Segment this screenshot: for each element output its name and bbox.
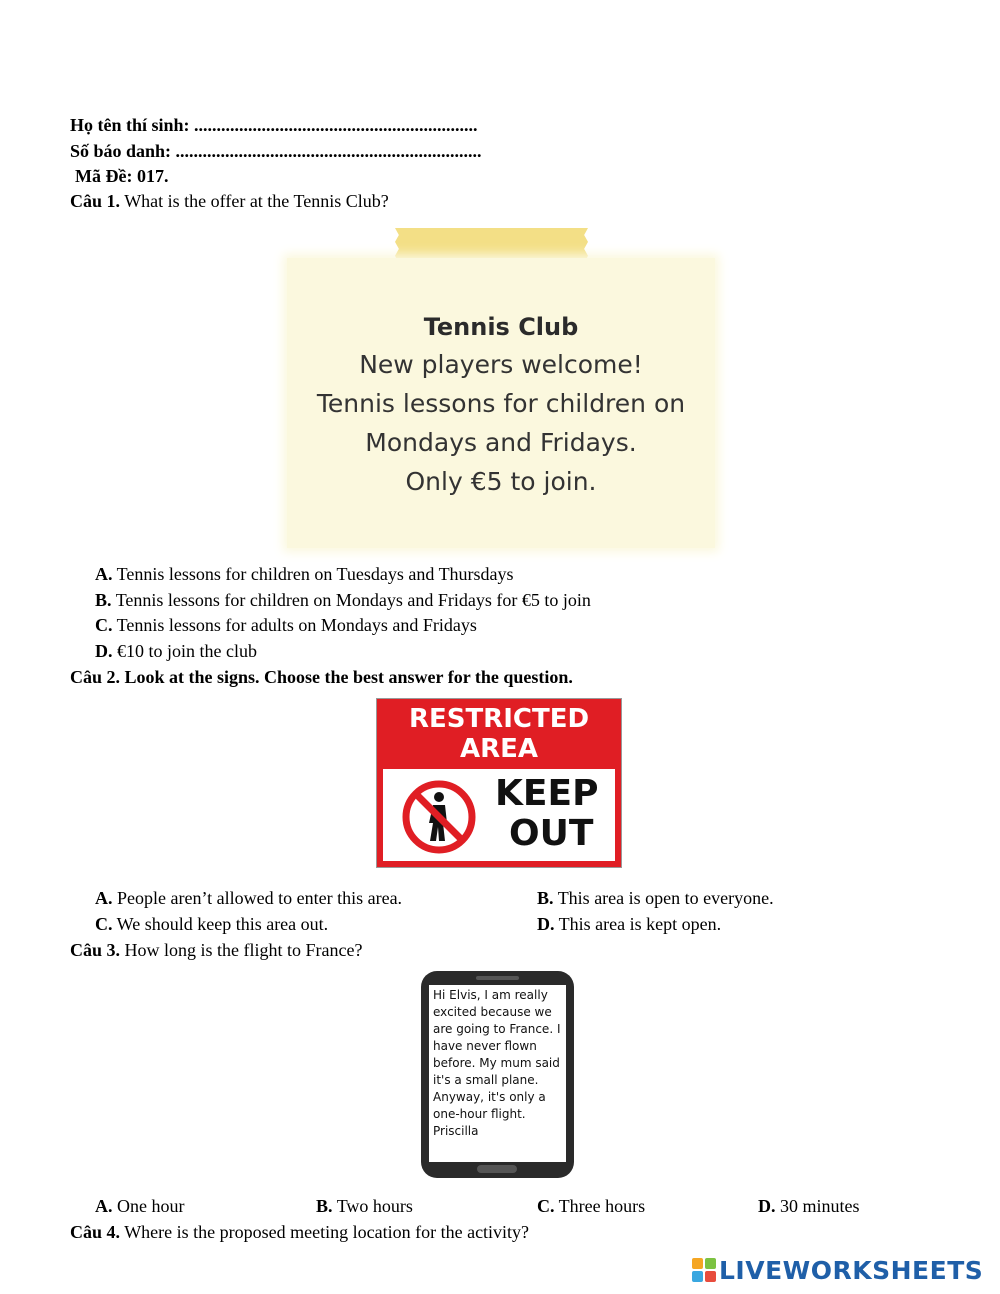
logo-text: LIVEWORKSHEETS: [719, 1255, 984, 1285]
sign-line-1: RESTRICTED: [408, 704, 590, 734]
logo-square-1: [692, 1258, 703, 1269]
candidate-number-line: Số báo danh: ....................................................................: [70, 141, 482, 161]
phone-speaker: [476, 976, 519, 980]
option-text: This area is open to everyone.: [553, 888, 774, 908]
logo-mark-icon: [692, 1258, 716, 1282]
question-2: [70, 666, 573, 688]
q1-option-d[interactable]: [95, 640, 257, 662]
option-text: Tennis lessons for children on Tuesdays and Thursdays: [112, 564, 514, 584]
option-letter: C.: [537, 1196, 555, 1216]
q1-option-b[interactable]: [95, 589, 591, 611]
option-text: Two hours: [332, 1196, 413, 1216]
logo-square-4: [705, 1271, 716, 1282]
question-2-label: Câu 2.: [70, 667, 121, 687]
q3-option-b[interactable]: [316, 1195, 413, 1217]
exam-code-line: Mã Đề: 017.: [75, 166, 169, 186]
option-text: One hour: [112, 1196, 185, 1216]
question-1: [70, 190, 389, 212]
phone-screen: [429, 985, 566, 1162]
candidate-name-line: Họ tên thí sinh: ...............................................................: [70, 115, 478, 135]
option-letter: C.: [95, 914, 113, 934]
restricted-area-sign: [376, 698, 622, 868]
option-letter: D.: [95, 641, 113, 661]
notice-title: Tennis Club: [423, 313, 579, 341]
option-text: 30 minutes: [775, 1196, 860, 1216]
question-1-text: What is the offer at the Tennis Club?: [120, 191, 389, 211]
notice-line-4: Only €5 to join.: [405, 467, 597, 496]
q3-option-a[interactable]: [95, 1195, 184, 1217]
q3-option-d[interactable]: [758, 1195, 860, 1217]
option-letter: D.: [758, 1196, 776, 1216]
question-4-text: Where is the proposed meeting location for the activity?: [120, 1222, 530, 1242]
q1-option-c[interactable]: [95, 614, 477, 636]
q2-option-b[interactable]: [537, 887, 774, 909]
q3-option-c[interactable]: [537, 1195, 645, 1217]
option-letter: C.: [95, 615, 113, 635]
notice-line-1: New players welcome!: [359, 350, 643, 379]
option-text: €10 to join the club: [112, 641, 257, 661]
notice-line-3: Mondays and Fridays.: [365, 428, 637, 457]
sign-line-4: OUT: [509, 813, 594, 854]
question-3: [70, 939, 362, 961]
logo-square-3: [692, 1271, 703, 1282]
liveworksheets-logo: [692, 1254, 983, 1286]
option-text: Three hours: [554, 1196, 646, 1216]
option-letter: A.: [95, 888, 113, 908]
tennis-club-notice: [287, 258, 715, 548]
logo-square-2: [705, 1258, 716, 1269]
option-text: We should keep this area out.: [112, 914, 329, 934]
phone-message: [421, 971, 574, 1178]
no-entry-icon: [399, 777, 479, 857]
question-3-text: How long is the flight to France?: [120, 940, 363, 960]
text-message: Hi Elvis, I am really excited because we are going to France. I have never flown before. My mum said it's a small plane. Anyway, it's only a one-hour flight. Priscilla: [433, 988, 561, 1138]
question-1-label: Câu 1.: [70, 191, 121, 211]
option-text: People aren’t allowed to enter this area.: [112, 888, 403, 908]
option-letter: B.: [95, 590, 112, 610]
question-4-label: Câu 4.: [70, 1222, 121, 1242]
q2-option-a[interactable]: [95, 887, 402, 909]
option-text: Tennis lessons for children on Mondays and Fridays for €5 to join: [111, 590, 591, 610]
option-letter: A.: [95, 1196, 113, 1216]
q2-option-c[interactable]: [95, 913, 328, 935]
question-4: [70, 1221, 529, 1243]
q2-option-d[interactable]: [537, 913, 721, 935]
phone-home-button: [477, 1165, 517, 1173]
notice-line-2: Tennis lessons for children on: [316, 389, 686, 418]
option-letter: D.: [537, 914, 555, 934]
question-2-text: Look at the signs. Choose the best answer for the question.: [120, 667, 573, 687]
option-text: Tennis lessons for adults on Mondays and Fridays: [112, 615, 477, 635]
q1-option-a[interactable]: [95, 563, 514, 585]
question-3-label: Câu 3.: [70, 940, 121, 960]
option-letter: B.: [316, 1196, 333, 1216]
sign-panel: [383, 769, 615, 861]
sign-line-2: AREA: [459, 734, 539, 764]
option-letter: A.: [95, 564, 113, 584]
option-text: This area is kept open.: [554, 914, 722, 934]
option-letter: B.: [537, 888, 554, 908]
sign-line-3: KEEP: [495, 773, 599, 814]
